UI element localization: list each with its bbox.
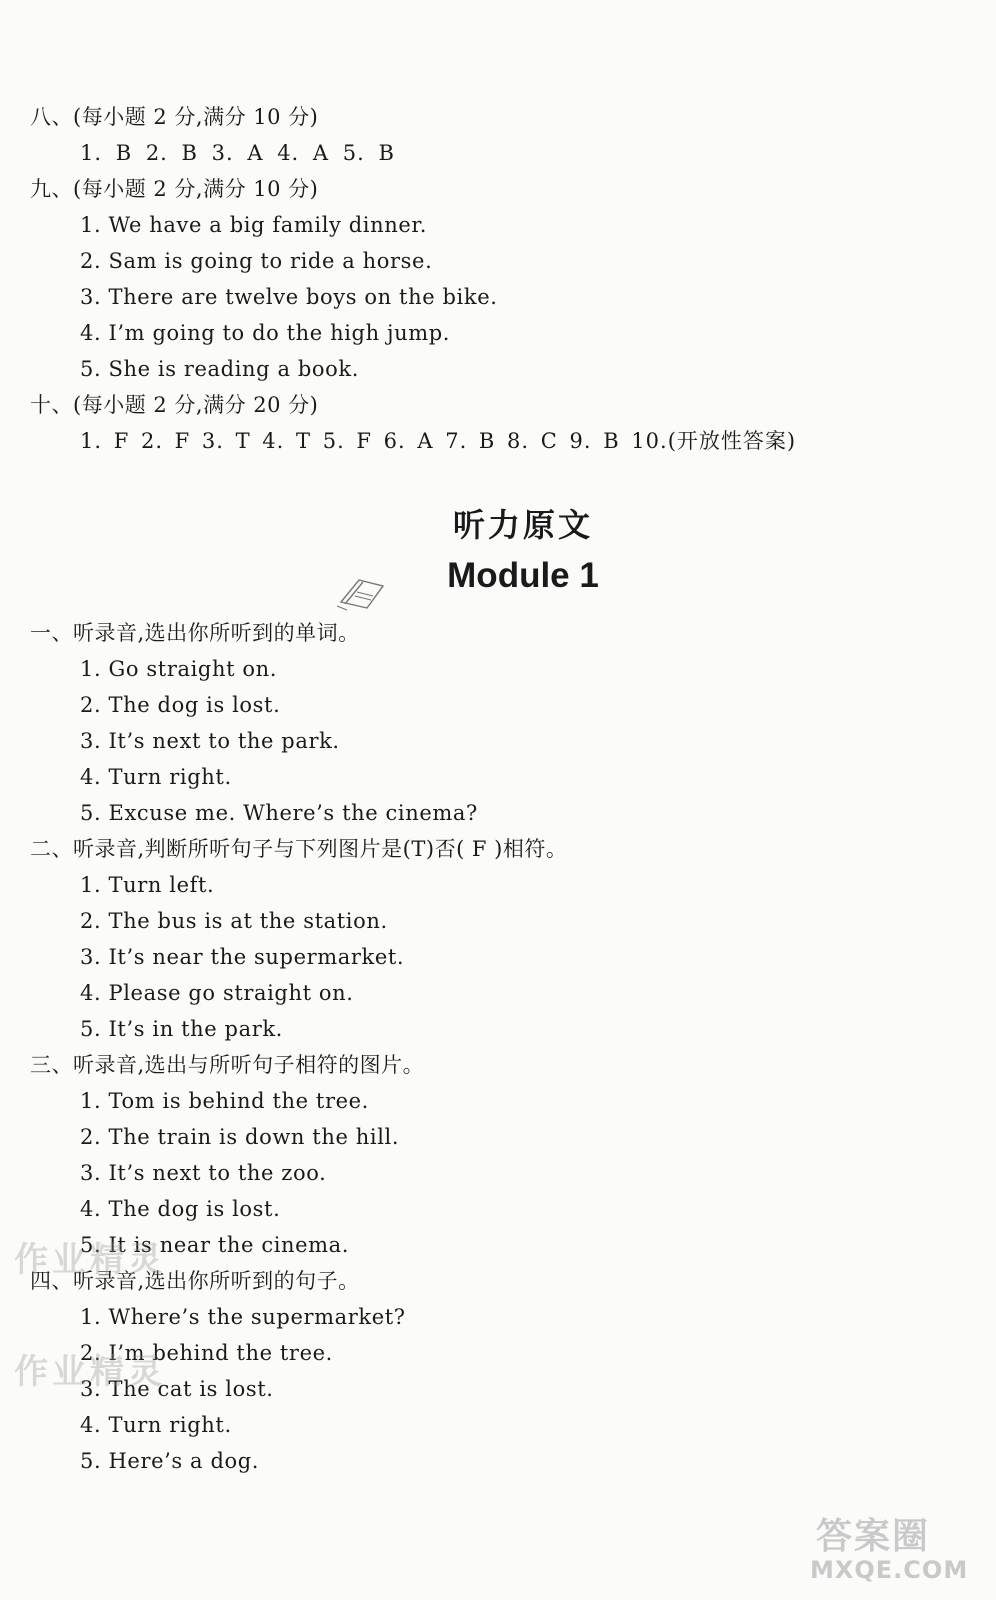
part-2-item: 1. Turn left.	[80, 873, 215, 897]
site-logo	[810, 1508, 982, 1586]
part-1-item: 1. Go straight on.	[80, 657, 278, 681]
section-9-item: 2. Sam is going to ride a horse.	[80, 249, 433, 273]
part-2-heading: 二、听录音,判断所听句子与下列图片是(T)否( F )相符。	[30, 837, 568, 861]
book-stamp-icon	[333, 572, 389, 612]
watermark: 作业精灵	[14, 1352, 166, 1392]
watermark: 作业精灵	[14, 1240, 166, 1280]
listening-script-title: 听力原文	[452, 506, 593, 544]
section-9-item: 3. There are twelve boys on the bike.	[80, 285, 498, 309]
part-3-item: 3. It’s next to the zoo.	[80, 1161, 327, 1185]
site-logo-text: 答案圈	[816, 1516, 931, 1557]
part-2-item: 2. The bus is at the station.	[80, 909, 388, 933]
part-4-item: 3. The cat is lost.	[80, 1377, 274, 1401]
part-2-item: 4. Please go straight on.	[80, 981, 354, 1005]
part-1-item: 4. Turn right.	[80, 765, 232, 789]
part-1-heading: 一、听录音,选出你所听到的单词。	[30, 621, 360, 645]
part-4-heading: 四、听录音,选出你所听到的句子。	[30, 1269, 360, 1293]
part-2-item: 5. It’s in the park.	[80, 1017, 283, 1041]
part-1-item: 3. It’s next to the park.	[80, 729, 340, 753]
part-4-item: 1. Where’s the supermarket?	[80, 1305, 406, 1329]
part-3-heading: 三、听录音,选出与所听句子相符的图片。	[30, 1053, 425, 1077]
section-9-item: 4. I’m going to do the high jump.	[80, 321, 451, 345]
module-title: Module 1	[447, 556, 599, 595]
part-4-item: 2. I’m behind the tree.	[80, 1341, 333, 1365]
section-9-heading: 九、(每小题 2 分,满分 10 分)	[30, 177, 319, 201]
part-3-item: 2. The train is down the hill.	[80, 1125, 400, 1149]
section-8-answers: 1. B 2. B 3. A 4. A 5. B	[80, 141, 395, 165]
section-10-answers: 1. F 2. F 3. T 4. T 5. F 6. A 7. B 8. C 9. B 10.(开放性答案)	[80, 429, 797, 453]
site-logo-domain: MXQE.COM	[810, 1556, 969, 1584]
part-1-item: 2. The dog is lost.	[80, 693, 281, 717]
section-9-item: 5. She is reading a book.	[80, 357, 360, 381]
section-9-item: 1. We have a big family dinner.	[80, 213, 427, 237]
part-1-item: 5. Excuse me. Where’s the cinema?	[80, 801, 478, 825]
part-3-item: 1. Tom is behind the tree.	[80, 1089, 369, 1113]
part-2-item: 3. It’s near the supermarket.	[80, 945, 405, 969]
part-4-item: 4. Turn right.	[80, 1413, 232, 1437]
section-10-heading: 十、(每小题 2 分,满分 20 分)	[30, 393, 319, 417]
part-4-item: 5. Here’s a dog.	[80, 1449, 260, 1473]
part-3-item: 4. The dog is lost.	[80, 1197, 281, 1221]
part-3-item: 5. It is near the cinema.	[80, 1233, 350, 1257]
section-8-heading: 八、(每小题 2 分,满分 10 分)	[30, 105, 319, 129]
